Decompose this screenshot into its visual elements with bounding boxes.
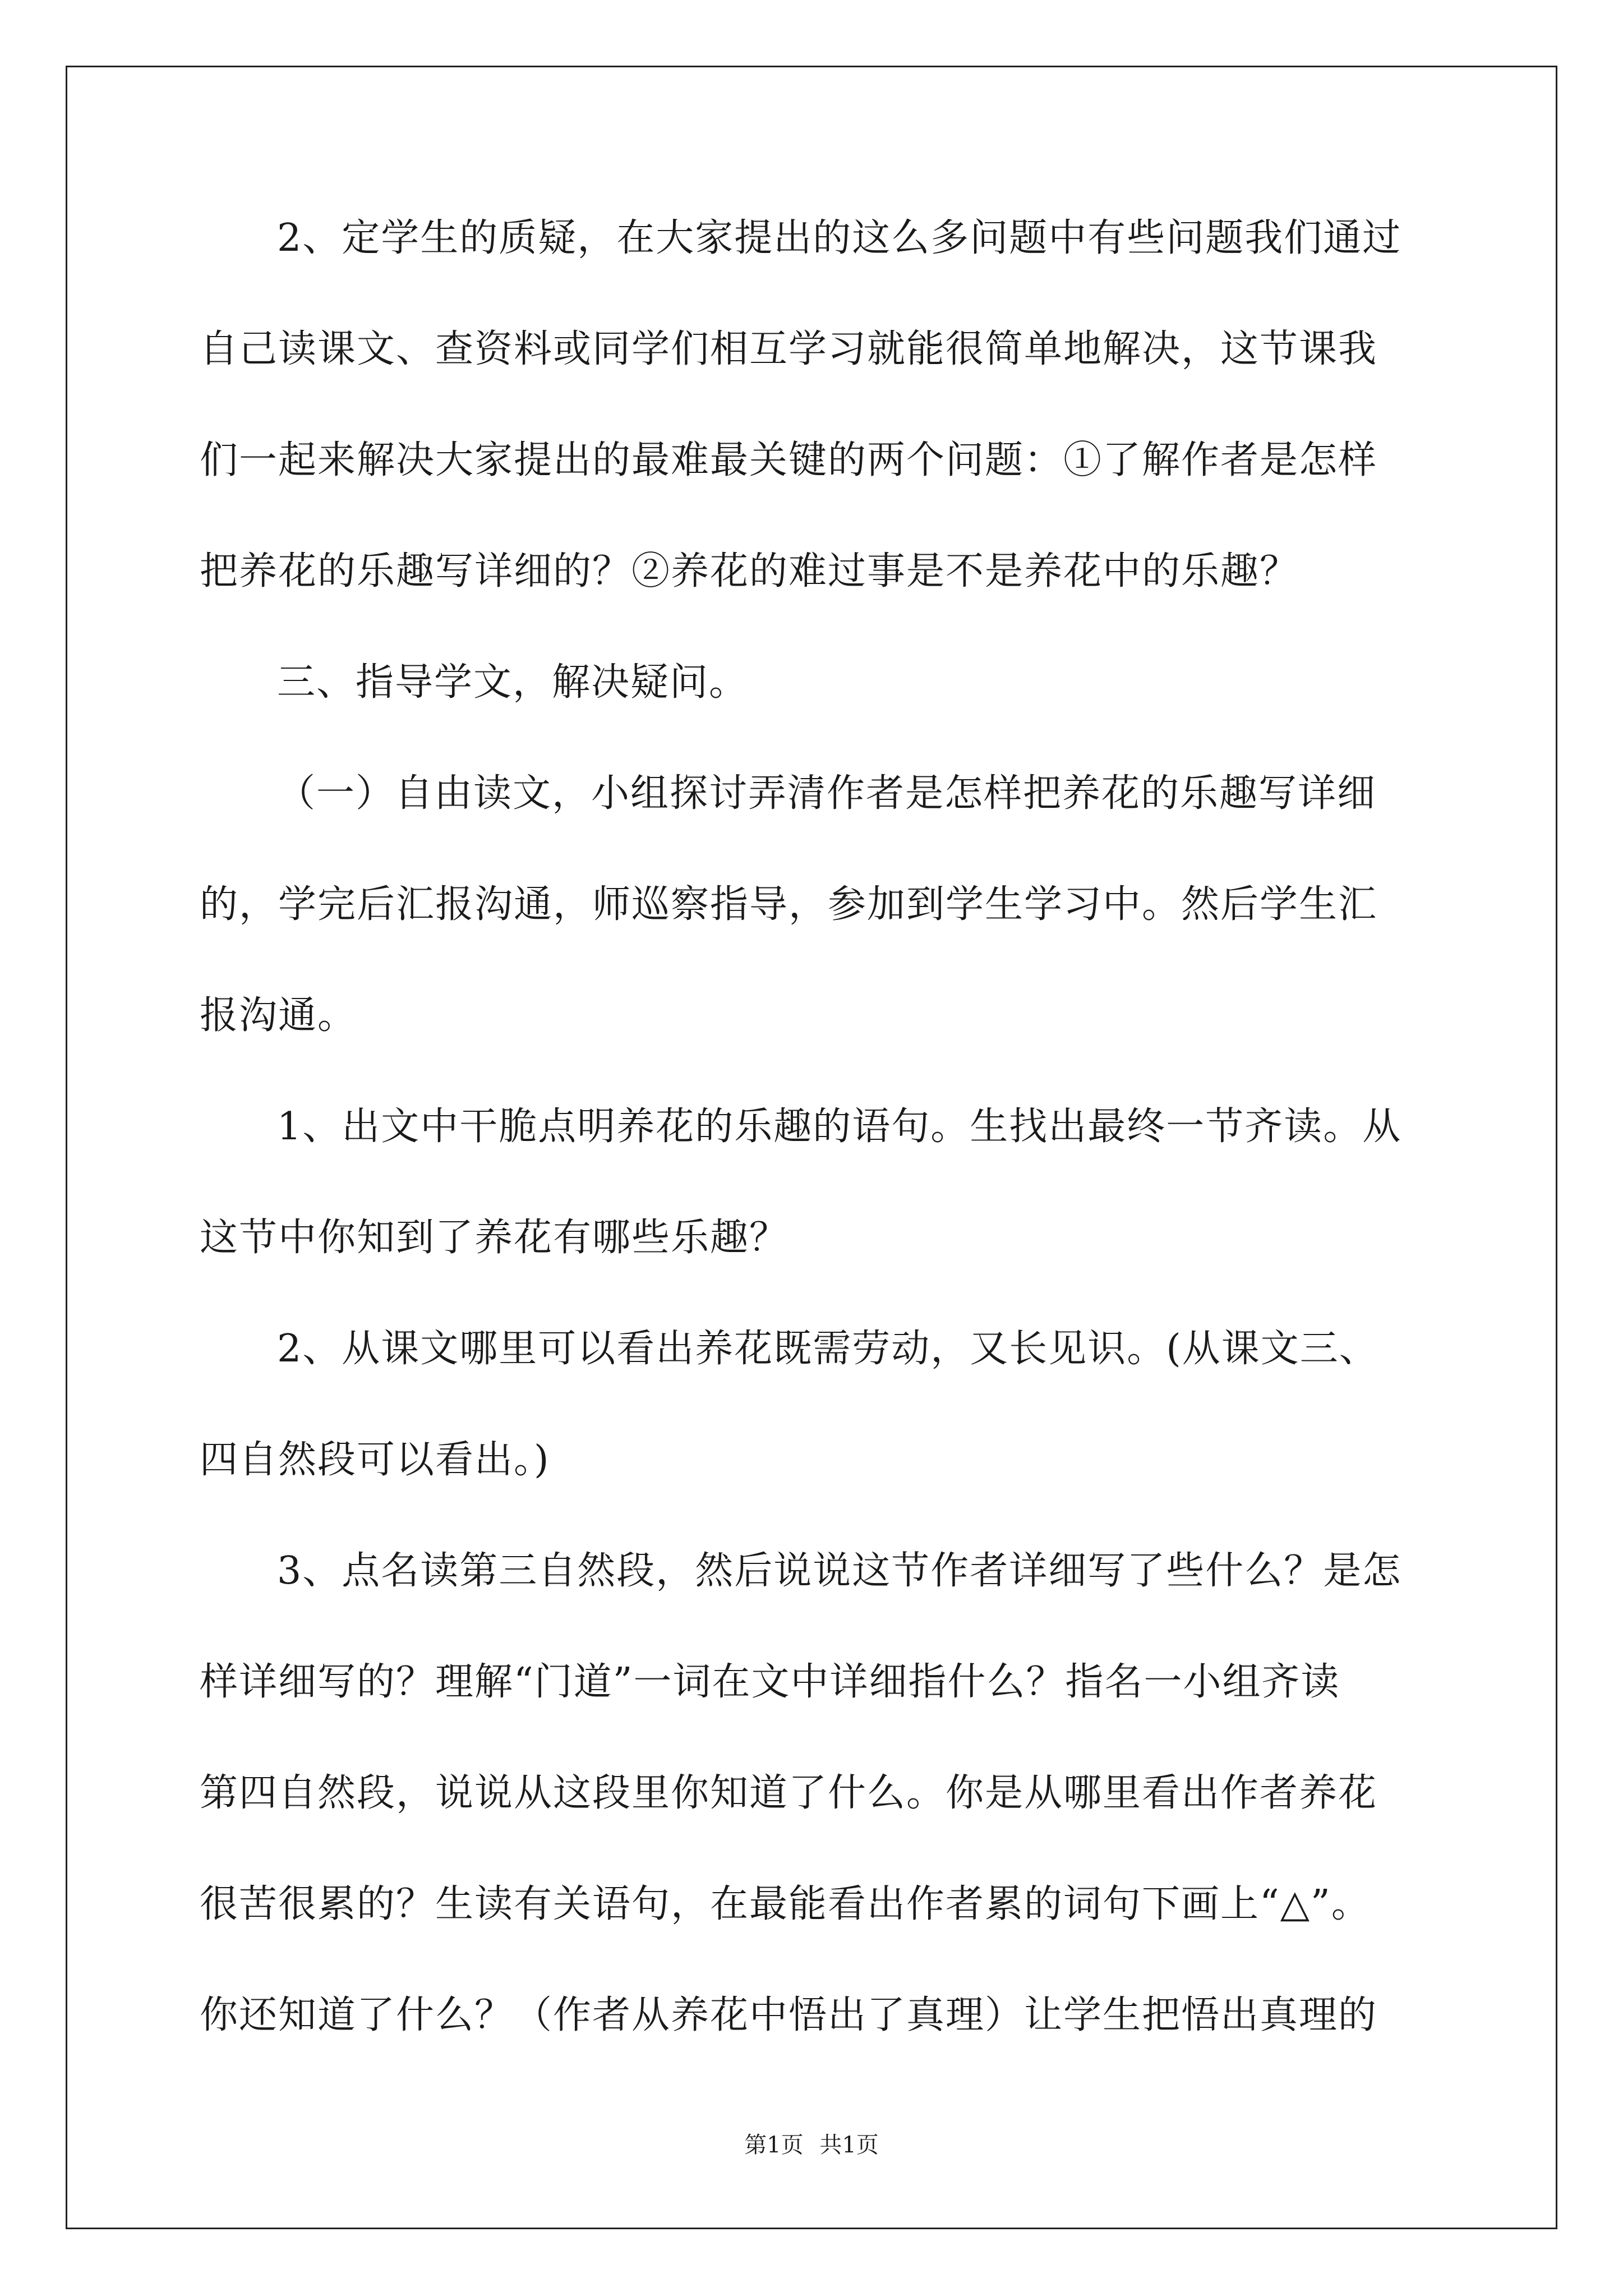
text-line: 四自然段可以看出。)	[200, 1438, 550, 1482]
text-line: 这节中你知到了养花有哪些乐趣？	[200, 1216, 789, 1260]
text-line: 自己读课文、查资料或同学们相互学习就能很简单地解决，这节课我	[200, 327, 1378, 371]
text-line: （一）自由读文，小组探讨弄清作者是怎样把养花的乐趣写详细	[277, 771, 1377, 816]
text-line: 1、出文中干脆点明养花的乐趣的语句。生找出最终一节齐读。从	[277, 1105, 1402, 1149]
text-line: 的，学完后汇报沟通，师巡察指导，参加到学生学习中。然后学生汇	[200, 882, 1378, 927]
text-line: 第四自然段，说说从这段里你知道了什么。你是从哪里看出作者养花	[200, 1771, 1378, 1815]
document-body	[200, 213, 1433, 2101]
section-heading: 三、指导学文，解决疑问。	[277, 660, 749, 705]
text-line: 们一起来解决大家提出的最难最关键的两个问题：①了解作者是怎样	[200, 438, 1378, 482]
page-footer: 第1页 共1页	[744, 2132, 879, 2158]
text-line: 你还知道了什么？（作者从养花中悟出了真理）让学生把悟出真理的	[200, 1993, 1378, 2037]
text-line: 报沟通。	[200, 993, 357, 1038]
text-line: 2、定学生的质疑，在大家提出的这么多问题中有些问题我们通过	[277, 216, 1402, 260]
text-line: 样详细写的？理解“门道”一词在文中详细指什么？指名一小组齐读	[200, 1660, 1340, 1704]
text-line: 把养花的乐趣写详细的？②养花的难过事是不是养花中的乐趣？	[200, 549, 1299, 593]
text-line: 3、点名读第三自然段，然后说说这节作者详细写了些什么？是怎	[277, 1549, 1402, 1593]
text-line: 很苦很累的？生读有关语句，在最能看出作者累的词句下画上“△”。	[200, 1882, 1371, 1926]
text-line: 2、从课文哪里可以看出养花既需劳动，又长见识。(从课文三、	[277, 1327, 1378, 1371]
